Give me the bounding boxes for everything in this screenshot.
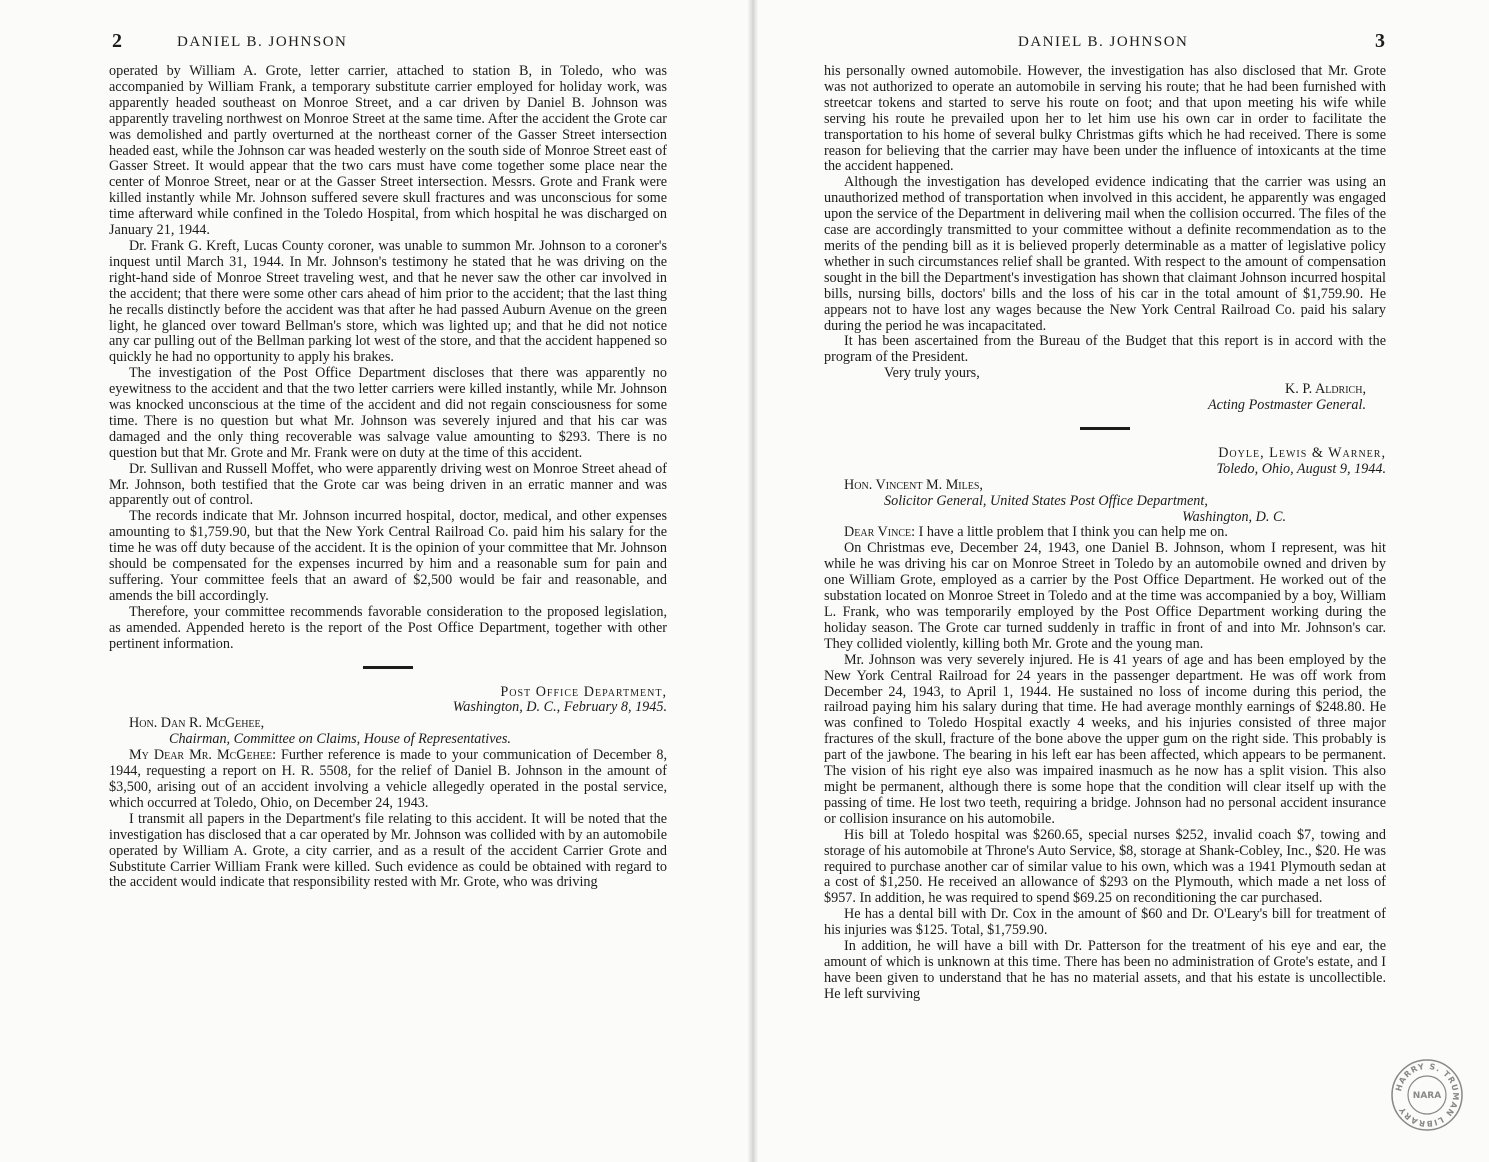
right-page-body <box>824 64 1386 1003</box>
letter-paragraph: He has a dental bill with Dr. Cox in the amount of $60 and Dr. O'Leary's bill for treatment of his injuries was $125. Total, $1,759.90. <box>824 906 1386 939</box>
salutation: My Dear Mr. McGehee: <box>129 747 277 764</box>
book-gutter <box>748 0 758 1162</box>
letter-paragraph: On Christmas eve, December 24, 1943, one Daniel B. Johnson, whom I represent, was hit while he was driving his car on Monroe Street in Toledo by an automobile owned and driven by one William Grote, employed as a carrier by the Post Office Department. He worked out of the substation located on Monroe Street in Toledo and at the time was accompanied by a boy, William L. Frank, who was temporarily employed by the Post Office Department working during the holiday season. The Grote car turned suddenly in traffic in front of and into Mr. Johnson's car. They collided violently, killing both Mr. Grote and the young man. <box>824 540 1386 652</box>
letter-paragraph: His bill at Toledo hospital was $260.65, special nurses $252, invalid coach $7, towing and storage of his automobile at Throne's Auto Service, $8, storage at Shank-Cobley, Inc., $20. He was required to purchase another car of similar value to his own, which was a 1941 Plymouth sedan at a cost of $1,250. He received an allowance of $293 on the Plymouth, which made a net loss of $957. In addition, he was required to spend $69.25 on reconditioning the car purchased. <box>824 826 1386 907</box>
letter-paragraph: In addition, he will have a bill with Dr. Patterson for the treatment of his eye and ear, the amount of which is unknown at this time. There has been no administration of Grote's estate, and I have been given to understand that he has no material assets, and that his estate is uncollectible. He left surviving <box>824 938 1386 1002</box>
page-number: 3 <box>1375 30 1385 52</box>
right-page <box>758 0 1489 1162</box>
letter-paragraph <box>824 525 1386 541</box>
paragraph: Dr. Frank G. Kreft, Lucas County coroner, was unable to summon Mr. Johnson to a coroner's inquest until March 31, 1944. In Mr. Johnson's testimony he stated that he was driving on the right-hand side of Monroe Street traveling west, and that he never saw the other car involved in the accident; that there were some other cars ahead of him prior to the accident; that the last thing he recalls distinctly before the accident was that after he had passed Auburn Avenue on the green light, he glanced over toward Bellman's store, which was lighted up; and that he did not notice any car pulling out of the Bellman parking lot west of the store, and that the accident happened so quickly he had no opportunity to apply his brakes. <box>109 237 667 366</box>
letter-paragraph: I transmit all papers in the Department's file relating to this accident. It will be noted that the investigation has disclosed that a car operated by Mr. Johnson was collided with by an automobile operated by William A. Grote, a city carrier, and as a result of the accident Carrier Grote and Substitute Carrier William Frank were killed. Such evidence as could be obtained with regard to the accident would indicate that responsibility rested with Mr. Grote, who was driving <box>109 810 667 891</box>
letter-paragraph <box>109 748 667 812</box>
signature <box>824 382 1386 414</box>
letter-sender: Doyle, Lewis & Warner, <box>1218 444 1386 461</box>
letter-text: I have a little problem that I think you can help me on. <box>918 524 1228 541</box>
letter-date: Toledo, Ohio, August 9, 1944. <box>1216 460 1386 477</box>
letter-sender: Post Office Department, <box>500 683 667 700</box>
left-page-body <box>109 64 667 891</box>
salutation: Dear Vince: <box>844 524 916 541</box>
paragraph: It has been ascertained from the Bureau of the Budget that this report is in accord with the program of the President. <box>824 333 1386 366</box>
paragraph: Therefore, your committee recommends favorable consideration to the proposed legislation, as amended. Appended hereto is the report of the Post Office Department, together with other pertinent information. <box>109 603 667 652</box>
paragraph: Although the investigation has developed evidence indicating that the carrier was using an unauthorized method of transportation when involved in this accident, he apparently was engaged upon the service of the Department in delivering mail when the collision occurred. The files of the case are accordingly transmitted to your committee without a definite recommendation as to the merits of the pending bill as it is believed properly determinable as a matter of legislative policy whether in such circumstances relief shall be granted. With respect to the amount of compensation sought in the bill the Department's investigation has shown that claimant Johnson incurred hospital bills, nursing bills, doctors' bills and the loss of his car in the total amount of $1,759.90. He appears not to have lost any wages because the New York Central Railroad Co. paid his salary during the period he was incapacitated. <box>824 174 1386 334</box>
closing: Very truly yours, <box>884 365 980 382</box>
stamp-label: HARRY S. TRUMAN LIBRARY <box>1394 1061 1461 1129</box>
paragraph: The records indicate that Mr. Johnson incurred hospital, doctor, medical, and other expenses amounting to $1,759.90, but that the New York Central Railroad Co. paid him his salary for the time he was off duty because of the accident. It is the opinion of your committee that Mr. Johnson should be compensated for the expenses incurred by him and a reasonable sum for pain and suffering. Your committee feels that an award of $2,500 would be fair and reasonable, and amends the bill accordingly. <box>109 508 667 604</box>
paragraph: his personally owned automobile. However, the investigation has also disclosed that Mr. Grote was not authorized to operate an automobile in serving his route; that he had been furnished with streetcar tokens and started to serve his route on foot; and that upon meeting his wife while serving his route he prevailed upon her to let him use his own car in order to facilitate the transportation to his home of several bulky Christmas gifts which he had received. There is some reason for believing that the carrier may have been under the influence of intoxicants at the time the accident happened. <box>824 63 1386 175</box>
addressee-name: Hon. Vincent M. Miles, <box>844 476 983 493</box>
addressee-title: Chairman, Committee on Claims, House of Representatives. <box>169 731 511 748</box>
letter-dateline <box>109 685 667 717</box>
addressee-city: Washington, D. C. <box>1182 508 1286 525</box>
running-head: DANIEL B. JOHNSON <box>177 34 348 50</box>
section-divider <box>1080 427 1130 430</box>
archive-stamp-icon <box>1390 1058 1464 1132</box>
section-divider <box>363 666 413 669</box>
letter-date: Washington, D. C., February 8, 1945. <box>452 699 667 716</box>
letter-addressee <box>109 716 667 748</box>
addressee-name: Hon. Dan R. McGehee, <box>129 715 265 732</box>
addressee-title: Solicitor General, United States Post Office Department, <box>884 492 1208 509</box>
letter-dateline <box>824 446 1386 478</box>
stamp-center: NARA <box>1412 1091 1442 1101</box>
letter-paragraph: Mr. Johnson was very severely injured. He is 41 years of age and has been employed by the New York Central Railroad for 24 years in the passenger department. He was off work from December 24, 1943, to April 1, 1944. He sustained no loss of income during this period, the railroad paying him his salary during that time. He had average monthly earnings of $248.80. He was confined to Toledo Hospital exactly 4 weeks, and his injuries consisted of three major fractures of the skull, fracture of the bone above the upper gum on the right side. This probably is part of the jawbone. The bearing in his left ear has been affected, which appears to be permanent. The vision of his right eye also was impaired inasmuch as he now has a split vision. This also might be permanent, although there is some hope that the condition will clear itself up with the passing of time. He lost two teeth, requiring a bridge. Johnson had no personal accident insurance or collision insurance on his automobile. <box>824 651 1386 827</box>
paragraph: operated by William A. Grote, letter carrier, attached to station B, in Toledo, who was accompanied by William Frank, a temporary substitute carrier employed for holiday work, was apparently headed southeast on Monroe Street, and a car driven by Daniel B. Johnson was apparently traveling northwest on Monroe Street at the same time. After the accident the Grote car was demolished and partly overturned at the northeast corner of the Gasser Street intersection headed east, while the Johnson car was headed westerly on the south side of Monroe Street east of Gasser Street. It would appear that the two cars must have come together some place near the center of Monroe Street, near or at the Gasser Street intersection. Messrs. Grote and Frank were killed instantly while Mr. Johnson suffered severe skull fractures and was unconscious for some time afterward while confined in the Toledo Hospital, from which hospital he was discharged on January 21, 1944. <box>109 63 667 239</box>
paragraph: The investigation of the Post Office Department discloses that there was apparently no eyewitness to the accident and that the two letter carriers were killed instantly, while Mr. Johnson was knocked unconscious at the time of the accident and did not regain consciousness for some time. There is no question but what Mr. Johnson was severely injured and that his car was damaged and the only thing recoverable was salvage value amounting to $293. There is no question but that Mr. Grote and Mr. Frank were on duty at the time of this accident. <box>109 365 667 461</box>
page-number: 2 <box>112 30 122 52</box>
letter-text: Further reference is made to your communication of December 8, 1944, requesting a report on H. R. 5508, for the relief of Daniel B. Johnson in the amount of $3,500, arising out of an accident involving a vehicle allegedly operated in the postal service, which occurred at Toledo, Ohio, on December 24, 1943. <box>109 747 668 811</box>
paragraph: Dr. Sullivan and Russell Moffet, who were apparently driving west on Monroe Street ahead of Mr. Johnson, both testified that the Grote car was being driven in an erratic manner and was apparently out of control. <box>109 460 667 509</box>
letter-addressee <box>824 478 1386 526</box>
signature-title: Acting Postmaster General. <box>1207 397 1366 414</box>
running-head: DANIEL B. JOHNSON <box>1018 34 1189 50</box>
signature-name: K. P. Aldrich, <box>1285 381 1366 398</box>
